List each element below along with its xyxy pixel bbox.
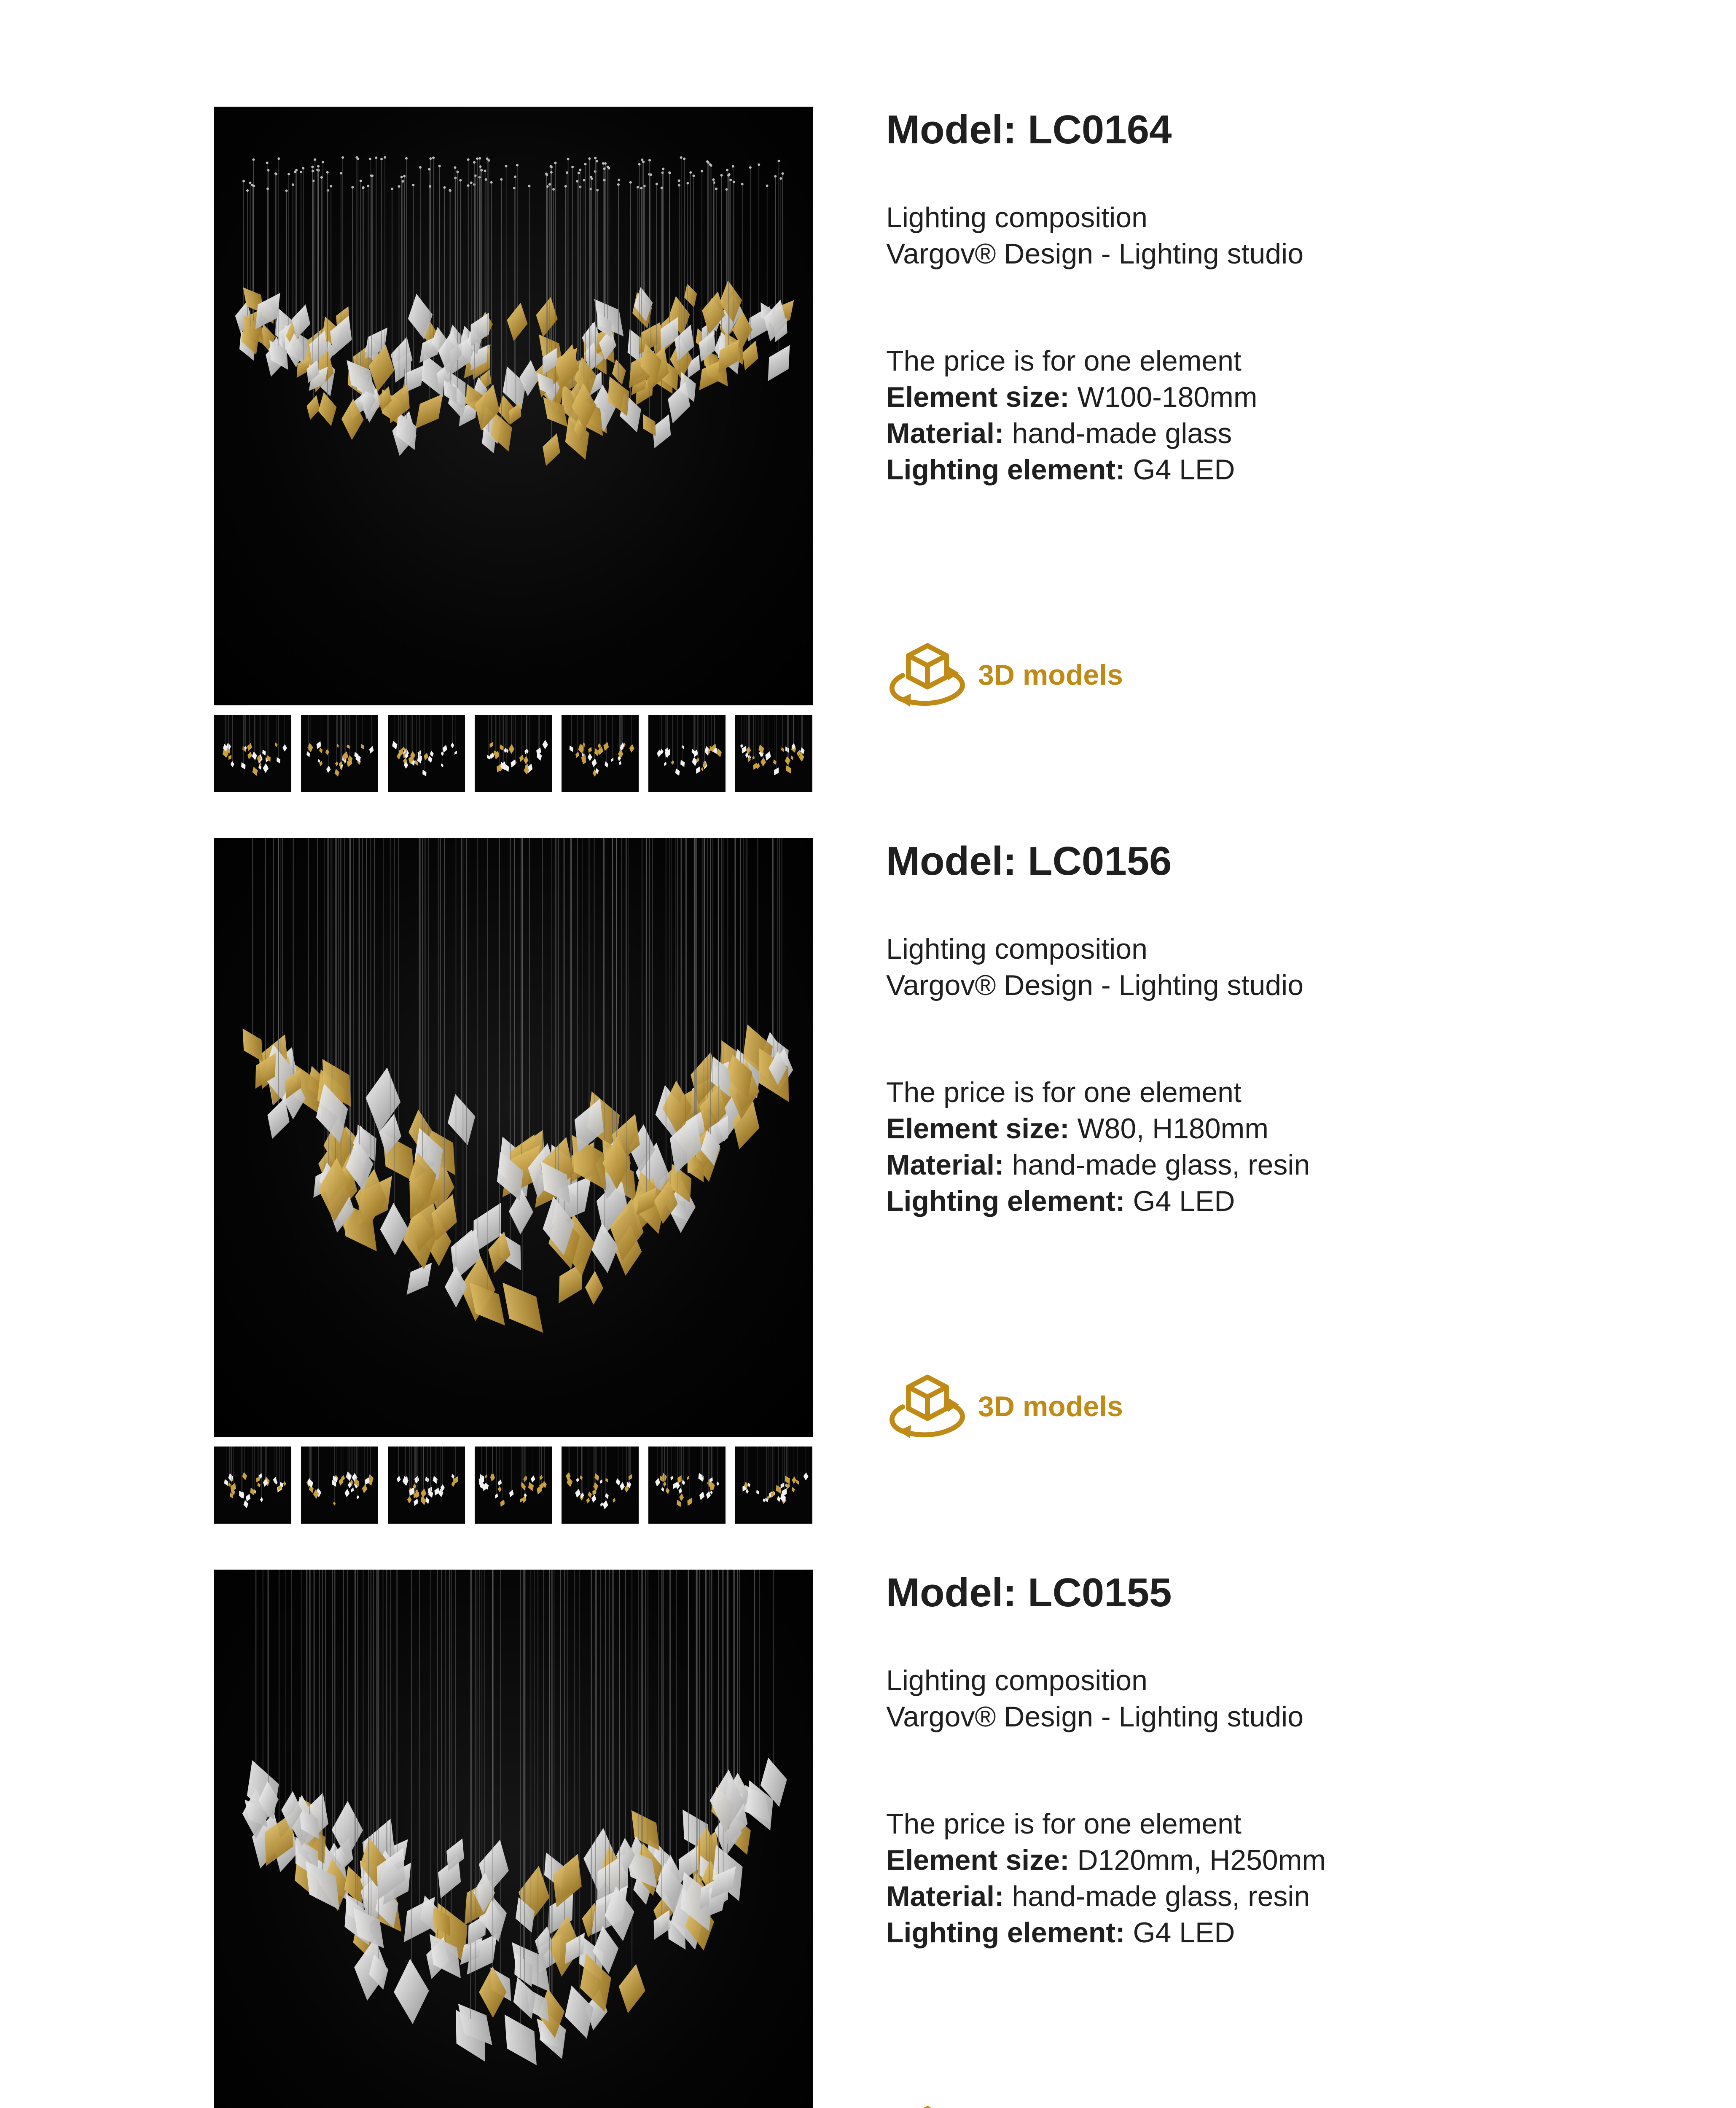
element-size — [886, 379, 1258, 415]
lighting-element — [886, 452, 1235, 488]
product-image[interactable] — [214, 838, 813, 1437]
lighting-label: Lighting element: — [886, 1185, 1125, 1217]
material-value: hand-made glass — [1004, 417, 1232, 449]
model-title: Model: LC0156 — [886, 839, 1172, 884]
thumbnail-4[interactable] — [475, 715, 552, 792]
material-label: Material: — [886, 417, 1004, 449]
product-type: Lighting composition — [886, 1664, 1147, 1697]
thumbnail-6[interactable] — [648, 1447, 726, 1524]
size-label: Element size: — [886, 1113, 1070, 1145]
3d-models-link[interactable] — [886, 1371, 1181, 1443]
thumbnail-3[interactable] — [388, 715, 465, 792]
3d-models-link[interactable] — [886, 640, 1181, 712]
thumbnail-4[interactable] — [475, 1447, 552, 1524]
3d-models-label: 3D models — [978, 1390, 1123, 1422]
lighting-value: G4 LED — [1125, 454, 1235, 486]
3d-cube-rotate-icon — [886, 640, 969, 712]
lighting-label: Lighting element: — [886, 1917, 1125, 1949]
product-image[interactable] — [214, 1570, 813, 2108]
studio-name: Vargov® Design - Lighting studio — [886, 1701, 1304, 1733]
material — [886, 1878, 1310, 1914]
thumbnail-strip — [214, 715, 813, 792]
size-label: Element size: — [886, 381, 1070, 413]
thumbnail-strip — [214, 1447, 813, 1524]
product-lc0164 — [0, 107, 1736, 840]
lighting-element — [886, 1183, 1235, 1219]
material-label: Material: — [886, 1880, 1004, 1912]
material-value: hand-made glass, resin — [1004, 1149, 1310, 1181]
lighting-label: Lighting element: — [886, 454, 1125, 486]
thumbnail-3[interactable] — [388, 1447, 465, 1524]
product-image[interactable] — [214, 107, 813, 705]
thumbnail-1[interactable] — [214, 715, 291, 792]
material — [886, 415, 1232, 452]
thumbnail-2[interactable] — [301, 1447, 378, 1524]
element-size — [886, 1842, 1326, 1878]
model-title: Model: LC0155 — [886, 1570, 1172, 1615]
size-value: W80, H180mm — [1069, 1113, 1268, 1145]
3d-cube-rotate-icon — [886, 1371, 969, 1443]
price-note: The price is for one element — [886, 1808, 1242, 1840]
studio-name: Vargov® Design - Lighting studio — [886, 969, 1304, 1001]
thumbnail-6[interactable] — [648, 715, 726, 792]
material — [886, 1147, 1310, 1183]
material-label: Material: — [886, 1149, 1004, 1181]
thumbnail-5[interactable] — [562, 1447, 639, 1524]
element-size — [886, 1110, 1268, 1147]
lighting-element — [886, 1914, 1235, 1951]
thumbnail-1[interactable] — [214, 1447, 291, 1524]
thumbnail-2[interactable] — [301, 715, 378, 792]
size-label: Element size: — [886, 1844, 1070, 1876]
product-lc0156 — [0, 838, 1736, 1572]
3d-cube-rotate-icon — [886, 2103, 969, 2108]
price-note: The price is for one element — [886, 1076, 1242, 1108]
thumbnail-5[interactable] — [562, 715, 639, 792]
3d-models-label: 3D models — [978, 659, 1123, 691]
product-type: Lighting composition — [886, 933, 1147, 965]
lighting-value: G4 LED — [1125, 1917, 1235, 1949]
material-value: hand-made glass, resin — [1004, 1880, 1310, 1912]
thumbnail-7[interactable] — [735, 1447, 812, 1524]
model-title: Model: LC0164 — [886, 107, 1172, 152]
product-lc0155 — [0, 1570, 1736, 2108]
3d-models-link[interactable] — [886, 2103, 1181, 2108]
lighting-value: G4 LED — [1125, 1185, 1235, 1217]
studio-name: Vargov® Design - Lighting studio — [886, 238, 1304, 270]
thumbnail-7[interactable] — [735, 715, 812, 792]
size-value: W100-180mm — [1069, 381, 1258, 413]
product-type: Lighting composition — [886, 202, 1147, 234]
size-value: D120mm, H250mm — [1069, 1844, 1326, 1876]
price-note: The price is for one element — [886, 345, 1242, 377]
